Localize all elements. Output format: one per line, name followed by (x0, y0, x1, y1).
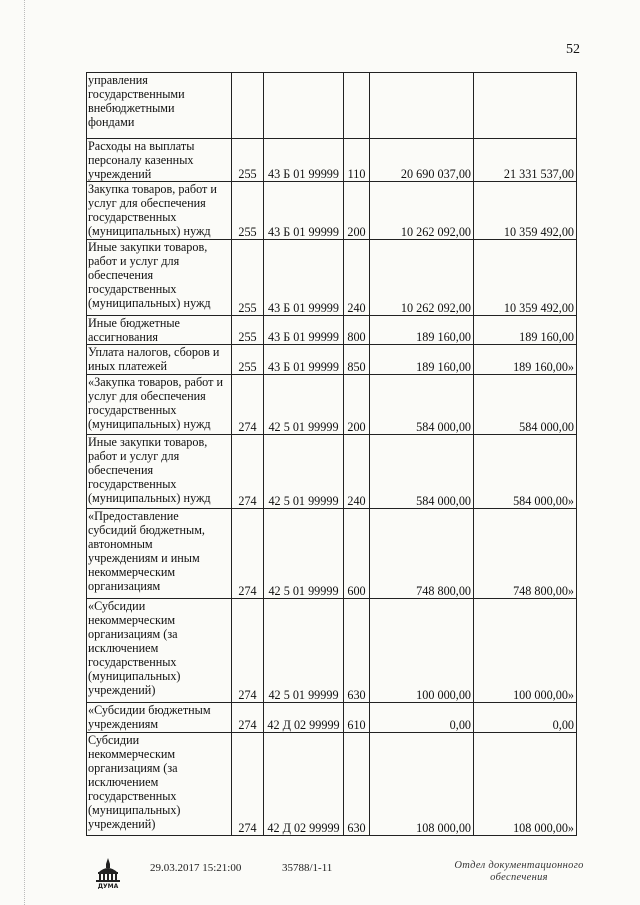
row-expense-type: 240 (344, 435, 370, 509)
svg-text:ДУМА: ДУМА (97, 883, 119, 890)
row-expense-type: 240 (344, 240, 370, 316)
row-sum-year1: 584 000,00 (370, 435, 474, 509)
row-description: Иные бюджетные ассигнования (87, 316, 232, 345)
row-description: Иные закупки товаров, работ и услуг для обеспечения государственных (муниципальных) нужд (87, 240, 232, 316)
margin-line (24, 0, 25, 905)
row-target-article: 42 Д 02 99999 (264, 703, 344, 733)
row-expense-type: 850 (344, 345, 370, 375)
table-row (87, 509, 577, 599)
row-sum-year1: 10 262 092,00 (370, 182, 474, 240)
row-sum-year2: 189 160,00» (474, 345, 577, 375)
table-row (87, 375, 577, 435)
row-description: «Субсидии бюджетным учреждениям (87, 703, 232, 733)
row-sum-year2: 10 359 492,00 (474, 182, 577, 240)
row-code: 274 (232, 703, 264, 733)
row-code: 255 (232, 182, 264, 240)
row-expense-type: 110 (344, 139, 370, 182)
row-code: 274 (232, 599, 264, 703)
row-expense-type: 200 (344, 375, 370, 435)
budget-table-body (87, 73, 577, 836)
duma-logo-icon (93, 856, 123, 890)
row-description: «Субсидии некоммерческим организациям (за исключением государственных (муниципальных) учреждений) (87, 599, 232, 703)
row-sum-year2: 748 800,00» (474, 509, 577, 599)
row-sum-year2: 100 000,00» (474, 599, 577, 703)
row-sum-year1: 0,00 (370, 703, 474, 733)
row-sum-year1: 584 000,00 (370, 375, 474, 435)
row-target-article: 42 5 01 99999 (264, 599, 344, 703)
row-sum-year2: 0,00 (474, 703, 577, 733)
row-sum-year1: 748 800,00 (370, 509, 474, 599)
row-target-article: 42 5 01 99999 (264, 375, 344, 435)
row-sum-year1: 108 000,00 (370, 733, 474, 836)
row-description: Уплата налогов, сборов и иных платежей (87, 345, 232, 375)
budget-table (86, 72, 577, 836)
footer-datetime: 29.03.2017 15:21:00 (150, 862, 242, 874)
row-sum-year1: 189 160,00 (370, 345, 474, 375)
row-target-article: 42 Д 02 99999 (264, 733, 344, 836)
row-expense-type: 630 (344, 599, 370, 703)
row-sum-year2: 584 000,00 (474, 375, 577, 435)
table-row (87, 182, 577, 240)
row-sum-year2: 21 331 537,00 (474, 139, 577, 182)
row-target-article: 42 5 01 99999 (264, 509, 344, 599)
row-target-article: 43 Б 01 99999 (264, 240, 344, 316)
row-description: Закупка товаров, работ и услуг для обеспечения государственных (муниципальных) нужд (87, 182, 232, 240)
row-expense-type: 610 (344, 703, 370, 733)
table-row (87, 73, 577, 139)
row-description: Иные закупки товаров, работ и услуг для обеспечения государственных (муниципальных) нужд (87, 435, 232, 509)
row-expense-type: 630 (344, 733, 370, 836)
row-code: 255 (232, 316, 264, 345)
page-number: 52 (566, 42, 580, 57)
table-row (87, 345, 577, 375)
row-description: Расходы на выплаты персоналу казенных учреждений (87, 139, 232, 182)
table-row (87, 316, 577, 345)
row-sum-year1: 100 000,00 (370, 599, 474, 703)
row-sum-year2: 108 000,00» (474, 733, 577, 836)
row-sum-year1 (370, 73, 474, 139)
row-expense-type: 600 (344, 509, 370, 599)
row-code: 255 (232, 240, 264, 316)
footer-department-line1: Отдел документационного (454, 860, 584, 871)
row-target-article: 42 5 01 99999 (264, 435, 344, 509)
row-description: «Предоставление субсидий бюджетным, автономным учреждениям и иным некоммерческим организациям (87, 509, 232, 599)
row-sum-year2: 10 359 492,00 (474, 240, 577, 316)
table-row (87, 240, 577, 316)
row-code: 274 (232, 733, 264, 836)
table-row (87, 599, 577, 703)
row-sum-year2: 189 160,00 (474, 316, 577, 345)
row-sum-year1: 20 690 037,00 (370, 139, 474, 182)
row-expense-type: 200 (344, 182, 370, 240)
table-row (87, 703, 577, 733)
row-description: «Закупка товаров, работ и услуг для обеспечения государственных (муниципальных) нужд (87, 375, 232, 435)
row-code: 255 (232, 139, 264, 182)
row-target-article: 43 Б 01 99999 (264, 345, 344, 375)
row-description: Субсидии некоммерческим организациям (за исключением государственных (муниципальных) учреждений) (87, 733, 232, 836)
row-description: управления государственными внебюджетными фондами (87, 73, 232, 139)
table-row (87, 733, 577, 836)
row-sum-year1: 189 160,00 (370, 316, 474, 345)
row-code: 274 (232, 509, 264, 599)
table-row (87, 435, 577, 509)
row-sum-year1: 10 262 092,00 (370, 240, 474, 316)
row-code: 255 (232, 345, 264, 375)
row-target-article: 43 Б 01 99999 (264, 182, 344, 240)
row-code: 274 (232, 375, 264, 435)
footer-department-line2: обеспечения (490, 872, 548, 883)
row-expense-type: 800 (344, 316, 370, 345)
row-expense-type (344, 73, 370, 139)
row-sum-year2: 584 000,00» (474, 435, 577, 509)
row-target-article (264, 73, 344, 139)
footer-doc-number: 35788/1-11 (282, 862, 333, 874)
footer-department (446, 860, 592, 884)
row-sum-year2 (474, 73, 577, 139)
row-code: 274 (232, 435, 264, 509)
row-target-article: 43 Б 01 99999 (264, 139, 344, 182)
row-target-article: 43 Б 01 99999 (264, 316, 344, 345)
table-row (87, 139, 577, 182)
row-code (232, 73, 264, 139)
